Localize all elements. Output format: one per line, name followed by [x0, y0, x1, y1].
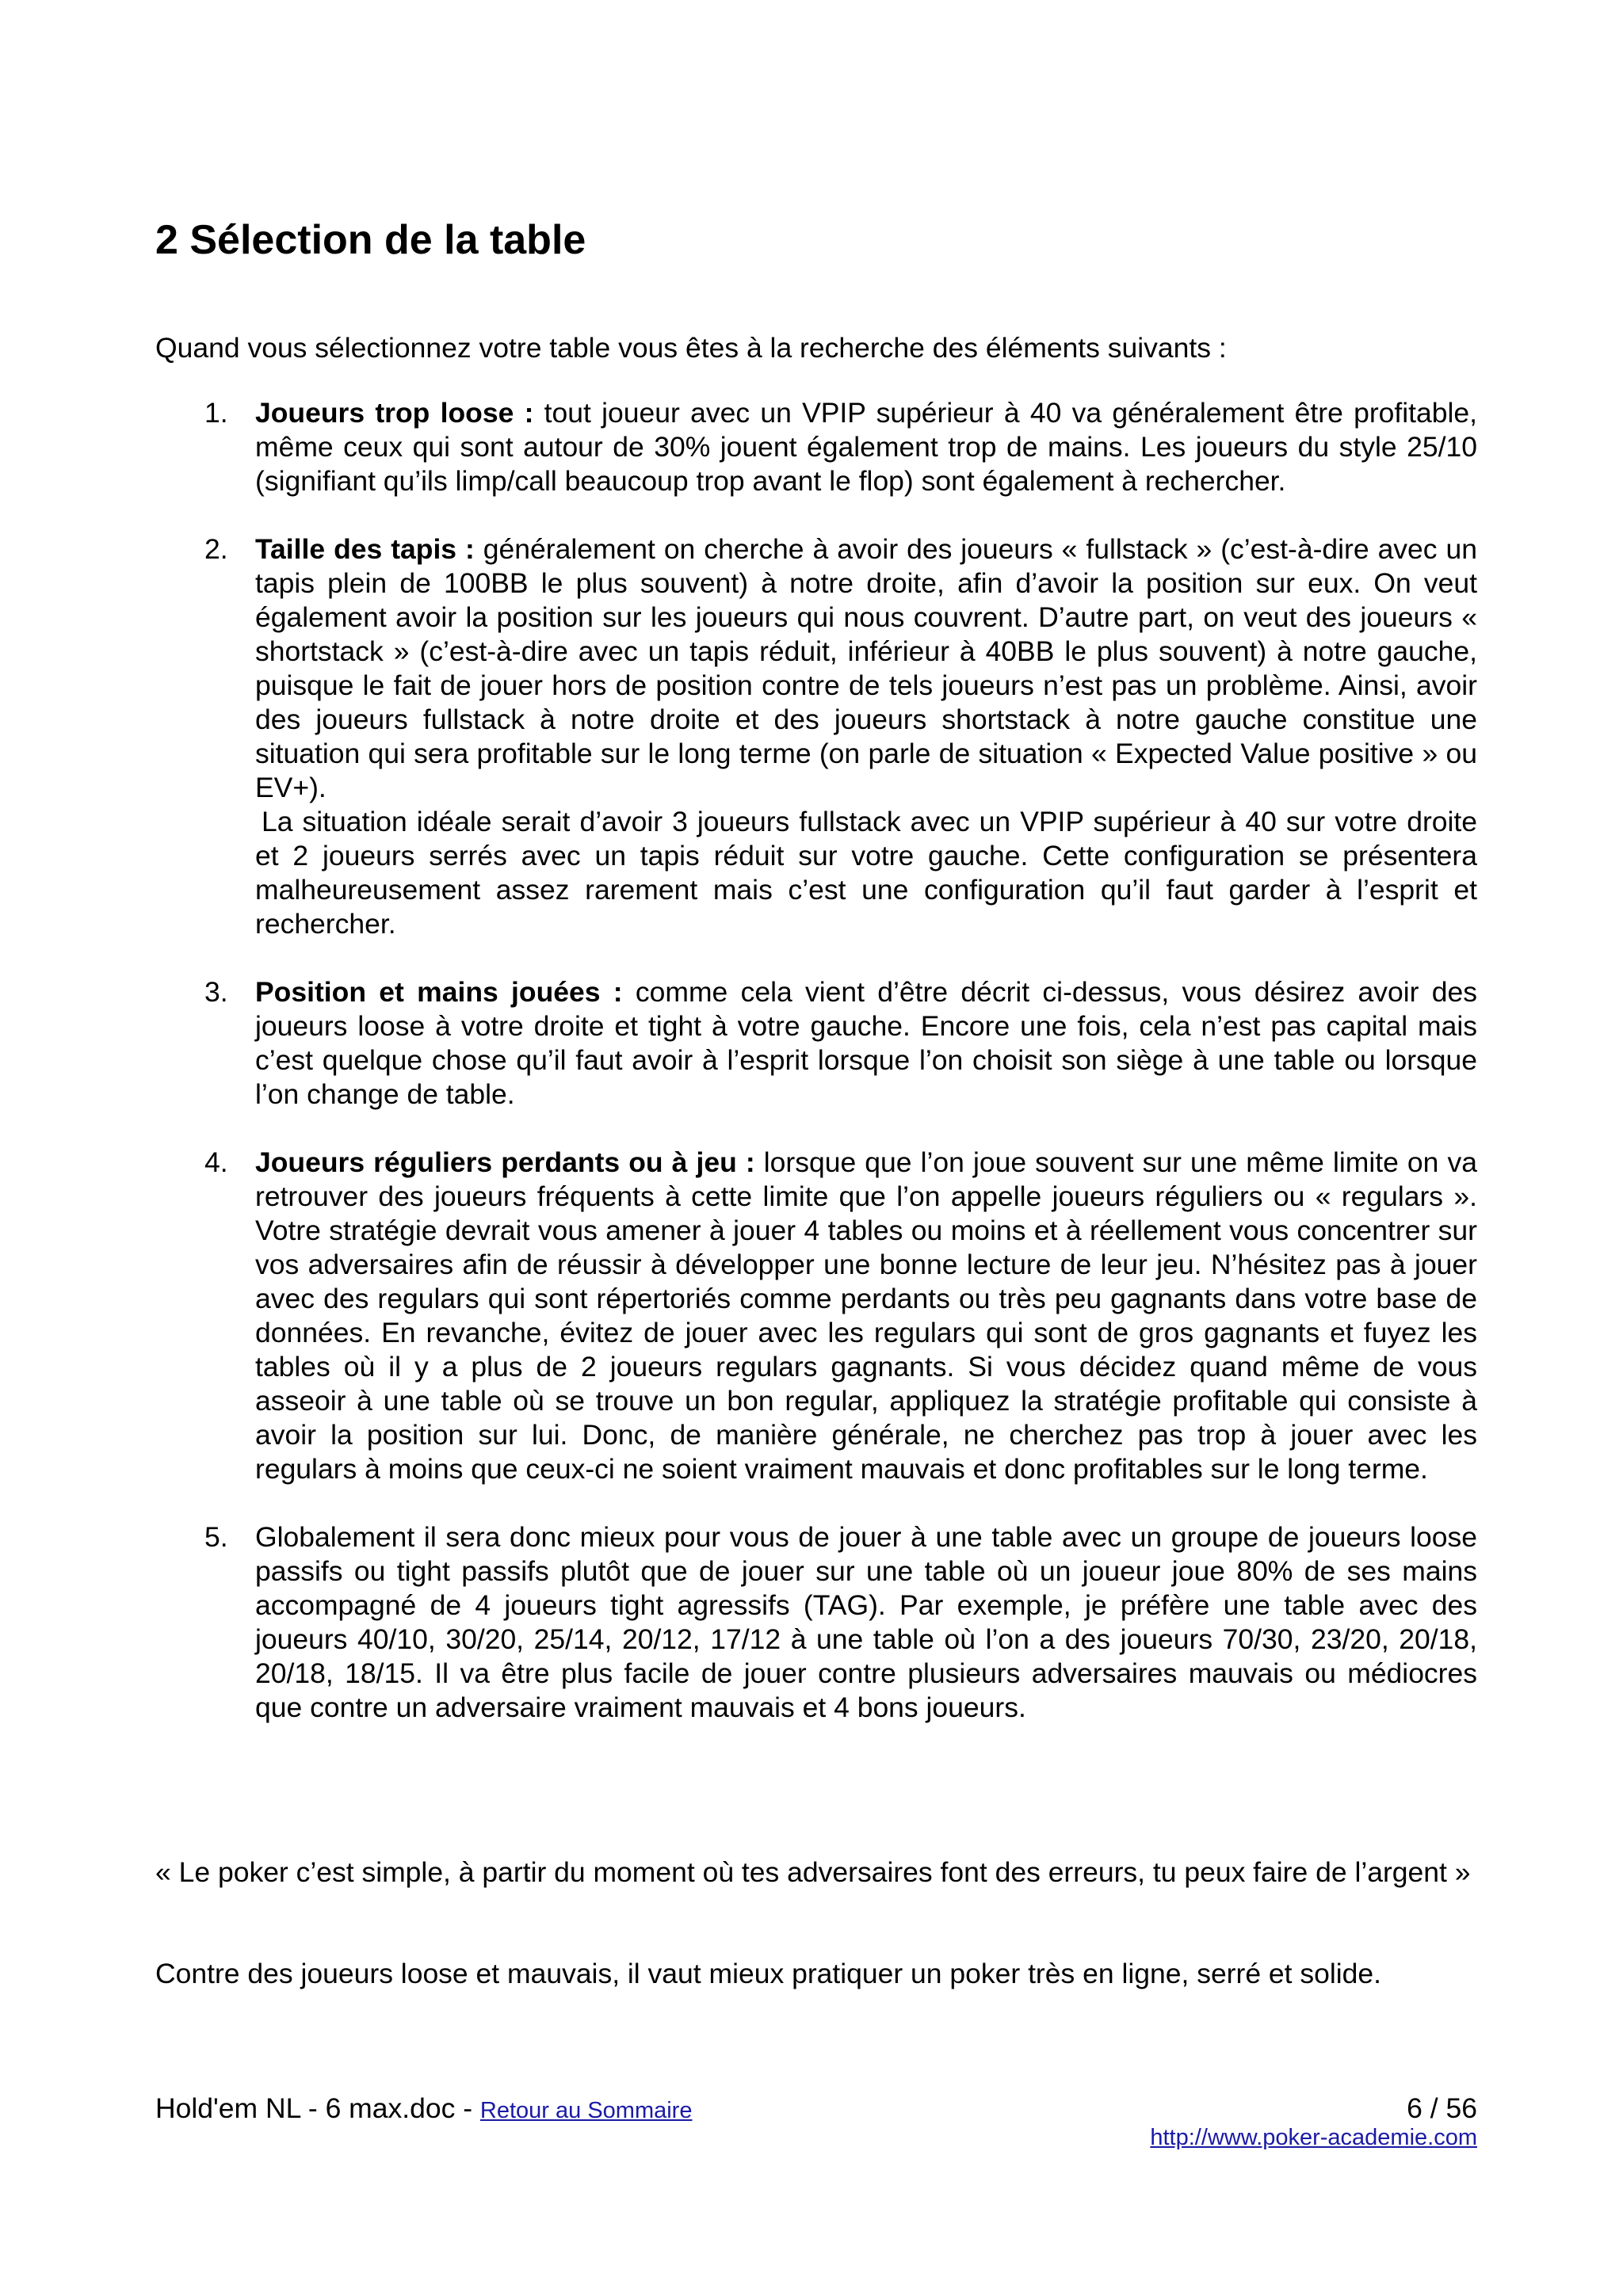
list-item-text: lorsque que l’on joue souvent sur une même limite on va retrouver des joueurs fréquents à cette limite que l’on appelle joueurs réguliers ou « regulars ». Votre stratégie devrait vous amener à jouer 4 tables ou moins et à réellement vous concentrer sur vos adversaires afin de réussir à développer une bonne lecture de leur jeu. N’hésitez pas à jouer avec des regulars qui sont répertoriés comme perdants ou très peu gagnants dans votre base de données. En revanche, évitez de jouer avec les regulars qui sont de gros gagnants et fuyez les tables où il y a plus de 2 joueurs regulars gagnants. Si vous décidez quand même de vous asseoir à une table où se trouve un bon regular, appliquez la stratégie profitable qui consiste à avoir la position sur lui. Donc, de manière générale, ne cherchez pas trop à jouer avec les regulars à moins que ceux-ci ne soient vraiment mauvais et donc profitables sur le long terme. — [255, 1146, 1477, 1485]
footer-doc-name: Hold'em NL - 6 max.doc - — [155, 2092, 480, 2124]
list-item-title: Taille des tapis : — [255, 533, 475, 565]
closing-paragraph: Contre des joueurs loose et mauvais, il vaut mieux pratiquer un poker très en ligne, serré et solide. — [155, 1958, 1382, 1989]
list-item-number: 2. — [204, 533, 228, 565]
list-item-number: 4. — [204, 1146, 228, 1178]
list-item-text: tout joueur avec un VPIP supérieur à 40 va généralement être profitable, même ceux qui sont autour de 30% jouent également trop de mains. Les joueurs du style 25/10 (signifiant qu’ils limp/call beaucoup trop avant le flop) sont également à rechercher. — [255, 397, 1477, 497]
list-item-title: Joueurs réguliers perdants ou à jeu : — [255, 1146, 755, 1178]
list-item-number: 1. — [204, 397, 228, 429]
list-item — [155, 975, 1477, 1112]
back-to-contents-link[interactable]: Retour au Sommaire — [479, 2098, 693, 2123]
website-link[interactable]: http://www.poker-academie.com — [1150, 2125, 1477, 2150]
list-item — [155, 532, 1477, 941]
section-heading: 2 Sélection de la table — [155, 217, 586, 263]
list-item — [155, 1146, 1477, 1486]
intro-paragraph: Quand vous sélectionnez votre table vous êtes à la recherche des éléments suivants : — [155, 332, 1227, 364]
document-page — [155, 0, 1477, 2296]
list-item-text: comme cela vient d’être décrit ci-dessus, vous désirez avoir des joueurs loose à votre droite et tight à votre gauche. Encore une fois, cela n’est pas capital mais c’est quelque chose qu’il faut avoir à l’esprit lorsque l’on choisit son siège à une table ou lorsque l’on change de table. — [255, 976, 1477, 1110]
footer-left — [155, 2092, 692, 2128]
list-item-title: Joueurs trop loose : — [255, 397, 534, 429]
quote-paragraph: « Le poker c’est simple, à partir du moment où tes adversaires font des erreurs, tu peux faire de l’argent » — [155, 1856, 1471, 1888]
list-item-title: Position et mains jouées : — [255, 976, 623, 1008]
list-item-number: 5. — [204, 1521, 228, 1553]
criteria-list — [155, 396, 1477, 1759]
page-number: 6 / 56 — [1407, 2092, 1477, 2124]
list-item-subparagraph: La situation idéale serait d’avoir 3 joueurs fullstack avec un VPIP supérieur à 40 sur votre droite et 2 joueurs serrés avec un tapis réduit sur votre gauche. Cette configuration se présentera malheureusement assez rarement mais c’est une configuration qu’il faut garder à l’esprit et rechercher. — [255, 806, 1477, 940]
list-item-number: 3. — [204, 976, 228, 1008]
list-item-text: Globalement il sera donc mieux pour vous de jouer à une table avec un groupe de joueurs loose passifs ou tight passifs plutôt que de jouer sur une table où un joueur joue 80% de ses mains accompagné de 4 joueurs tight agressifs (TAG). Par exemple, je préfère une table avec des joueurs 40/10, 30/20, 25/14, 20/12, 17/12 à une table où l’on a des joueurs 70/30, 23/20, 20/18, 20/18, 18/15. Il va être plus facile de jouer contre plusieurs adversaires mauvais ou médiocres que contre un adversaire vraiment mauvais et 4 bons joueurs. — [255, 1521, 1477, 1723]
list-item — [155, 396, 1477, 498]
list-item-text: généralement on cherche à avoir des joueurs « fullstack » (c’est-à-dire avec un tapis plein de 100BB le plus souvent) à notre droite, afin d’avoir la position sur eux. On veut également avoir la position sur les joueurs qui nous couvrent. D’autre part, on veut des joueurs « shortstack » (c’est-à-dire avec un tapis réduit, inférieur à 40BB le plus souvent) à notre gauche, puisque le fait de jouer hors de position contre de tels joueurs n’est pas un problème. Ainsi, avoir des joueurs fullstack à notre droite et des joueurs shortstack à notre gauche constitue une situation qui sera profitable sur le long terme (on parle de situation « Expected Value positive » ou EV+). — [255, 533, 1477, 803]
list-item — [155, 1520, 1477, 1725]
